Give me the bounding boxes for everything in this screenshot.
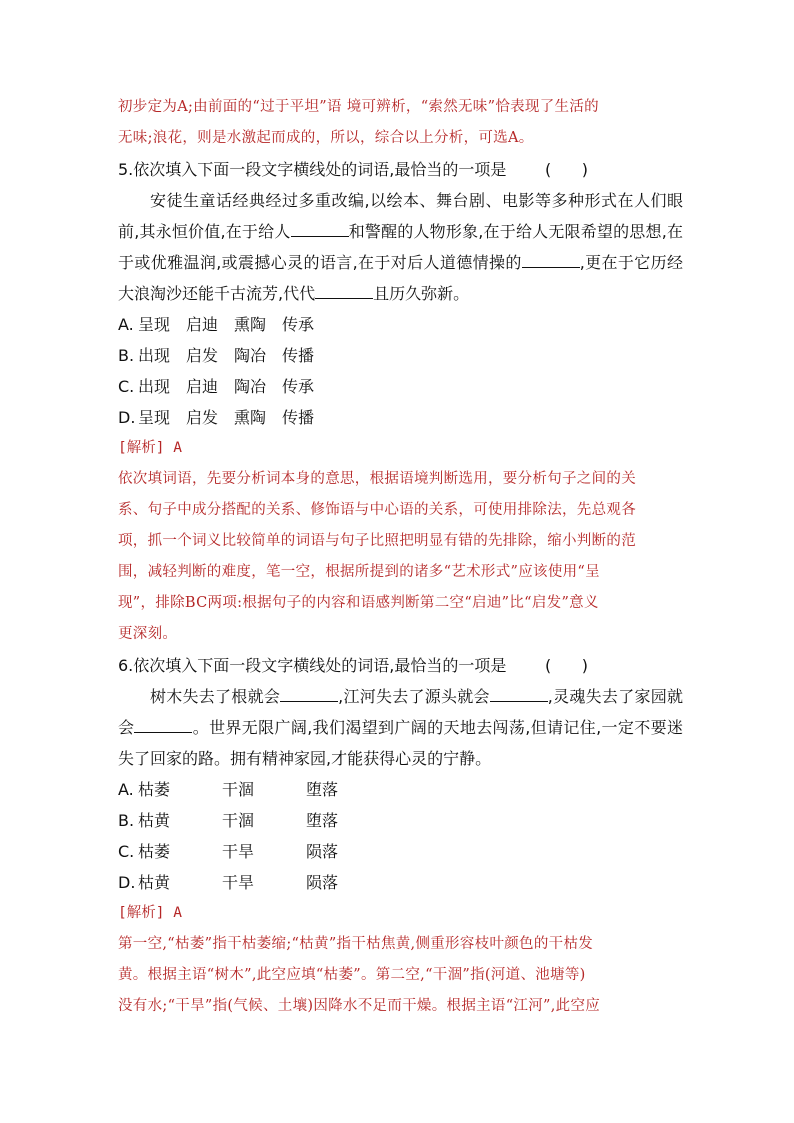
option-word: 出现: [138, 377, 171, 396]
option-a: [118, 309, 683, 340]
analysis-heading: [解析] A: [118, 905, 182, 921]
blank: [315, 280, 373, 299]
passage-text: 树木失去了根就会: [150, 687, 281, 706]
passage-text: 且历久弥新。: [373, 284, 470, 303]
option-label: C.: [118, 377, 135, 396]
analysis-heading: [解析] A: [118, 440, 182, 456]
analysis-line: 围，减轻判断的难度，笔一空，根据所提到的诸多“艺术形式”应该使用“呈: [118, 564, 600, 580]
question-6-analysis: [118, 929, 683, 1022]
analysis-line: 没有水;“干旱”指(气候、土壤)因降水不足而干燥。根据主语“江河”,此空应: [118, 998, 601, 1014]
option-word: 枯萎: [138, 842, 171, 861]
passage-text: 和警醒的人物形象,在于给人无限希望的思想,在于或优雅温润,或震撼心灵的语言,在于对后人道德情操的: [118, 222, 683, 272]
option-word: 枯黄: [138, 873, 171, 892]
option-word: 干旱: [222, 873, 255, 892]
analysis-line: 初步定为A;由前面的“过于平坦”语 境可辨析，“索然无味”恰表现了生活的: [118, 99, 599, 115]
analysis-line: 现”，排除BC两项:根据句子的内容和语感判断第二空“启迪”比“启发”意义: [118, 595, 599, 611]
analysis-line: 系、句子中成分搭配的关系、修饰语与中心语的关系，可使用排除法，先总观各: [118, 502, 636, 518]
option-word: 启迪: [186, 377, 219, 396]
question-passage: [118, 185, 683, 309]
analysis-line: 更深刻。: [118, 626, 178, 642]
document-page: [118, 92, 683, 1022]
question-title: [118, 650, 588, 681]
option-a: [118, 774, 683, 805]
option-label: C.: [118, 842, 135, 861]
question-5-analysis: [118, 464, 683, 650]
passage-text: 。世界无限广阔,我们渴望到广阔的天地去闯荡,但请记住,一定不要迷失了回家的路。拥有精神家园,才能获得心灵的宁静。: [118, 718, 683, 768]
blank: [134, 714, 192, 733]
passage-text: ,灵魂失去了家园就会: [118, 687, 683, 737]
option-word: 陶冶: [234, 377, 267, 396]
option-word: 熏陶: [234, 408, 267, 427]
option-b: [118, 340, 683, 371]
option-word: 呈现: [138, 315, 171, 334]
analysis-line: 第一空,“枯萎”指干枯萎缩;“枯黄”指干枯焦黄,侧重形容枝叶颜色的干枯发: [118, 936, 594, 952]
option-word: 枯萎: [138, 780, 171, 799]
blank: [490, 683, 548, 702]
option-word: 传承: [282, 377, 315, 396]
option-c: [118, 836, 683, 867]
option-word: 出现: [138, 346, 171, 365]
analysis-line: 依次填词语，先要分析词本身的意思，根据语境判断选用，要分析句子之间的关: [118, 471, 636, 487]
question-6: [118, 650, 683, 898]
option-word: 干涸: [222, 811, 255, 830]
option-word: 陨落: [306, 873, 339, 892]
option-c: [118, 371, 683, 402]
option-label: D.: [118, 873, 136, 892]
passage-text: ,更在于它历经大浪淘沙还能千古流芳,代代: [118, 253, 683, 303]
passage-text: 安徒生童话经典经过多重改编,以绘本、舞台剧、电影等多种形式在人们眼前,其永恒价值,在于给人: [118, 191, 683, 241]
option-d: [118, 867, 683, 898]
option-word: 枯黄: [138, 811, 171, 830]
option-word: 陨落: [306, 842, 339, 861]
question-title: [118, 154, 588, 185]
option-word: 传承: [282, 315, 315, 334]
option-word: 熏陶: [234, 315, 267, 334]
question-text: 6.依次填入下面一段文字横线处的词语,最恰当的一项是: [118, 656, 507, 675]
option-label: B.: [118, 346, 135, 365]
option-word: 呈现: [138, 408, 171, 427]
analysis-line: 无味;浪花，则是水激起而成的，所以，综合以上分析，可选A。: [118, 130, 534, 146]
option-b: [118, 805, 683, 836]
blank: [522, 249, 580, 268]
option-word: 干涸: [222, 780, 255, 799]
question-5: [118, 154, 683, 433]
option-word: 传播: [282, 346, 315, 365]
option-label: D.: [118, 408, 136, 427]
blank: [280, 683, 338, 702]
option-word: 启发: [186, 346, 219, 365]
option-word: 传播: [282, 408, 315, 427]
option-label: A.: [118, 315, 134, 334]
question-text: 5.依次填入下面一段文字横线处的词语,最恰当的一项是: [118, 160, 507, 179]
option-word: 启发: [186, 408, 219, 427]
question-passage: [118, 681, 683, 774]
option-word: 启迪: [186, 315, 219, 334]
blank: [291, 218, 349, 237]
option-word: 堕落: [306, 780, 339, 799]
option-label: A.: [118, 780, 134, 799]
intro-analysis: [118, 92, 683, 154]
analysis-line: 黄。根据主语“树木”,此空应填“枯萎”。第二空,“干涸”指(河道、池塘等): [118, 967, 586, 983]
option-word: 堕落: [306, 811, 339, 830]
answer-paren: ( ): [545, 656, 588, 675]
analysis-line: 项，抓一个词义比较简单的词语与句子比照把明显有错的先排除，缩小判断的范: [118, 533, 636, 549]
answer-paren: ( ): [545, 160, 588, 179]
option-label: B.: [118, 811, 135, 830]
option-d: [118, 402, 683, 433]
passage-text: ,江河失去了源头就会: [338, 687, 490, 706]
option-word: 干旱: [222, 842, 255, 861]
option-word: 陶冶: [234, 346, 267, 365]
